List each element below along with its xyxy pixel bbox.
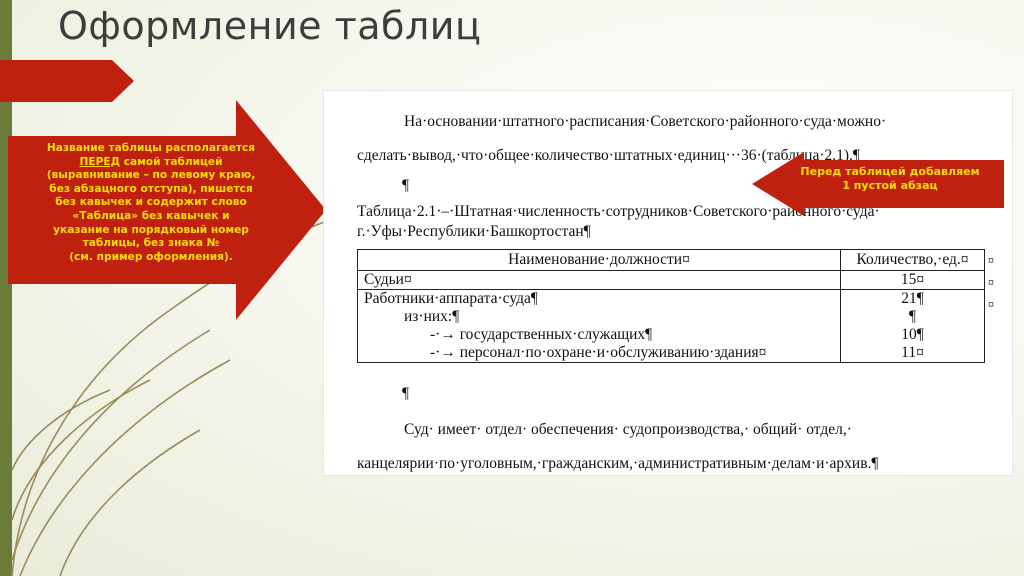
underlined-word: ПЕРЕД: [79, 155, 121, 168]
callout-line: без абзацного отступа), пишется: [49, 182, 253, 195]
cell-position: Судьи¤: [358, 271, 841, 290]
cell-quantity: 15¤: [841, 271, 985, 290]
callout-line: Перед таблицей добавляем: [800, 165, 980, 178]
row-end-mark: ¤: [988, 253, 994, 267]
para1-line1: На·основании·штатного·расписания·Советского·районного·суда·можно·: [404, 113, 887, 130]
table-caption-line1: Таблица·2.1·–·Штатная·численность·сотрудников·Советского·районного·суда·: [357, 203, 880, 220]
document-screenshot: [323, 90, 1013, 476]
para2-line1: Суд· имеет· отдел· обеспечения· судопроизводства,· общий· отдел,·: [404, 421, 852, 438]
table-caption-line2: г.·Уфы·Республики·Башкортостан¶: [357, 223, 591, 240]
table-row: [358, 290, 985, 363]
callout-line: [28, 156, 274, 170]
cell-quantity-group: [841, 290, 985, 363]
header-position: Наименование·должности¤: [358, 250, 841, 271]
header-quantity: Количество,·ед.¤: [841, 250, 985, 271]
staff-table: [357, 249, 985, 363]
right-callout-text: [790, 165, 990, 193]
group-item: -·→ государственных·служащих¶: [430, 326, 653, 343]
callout-line-rest: самой таблицей: [120, 155, 223, 168]
callout-line: (выравнивание – по левому краю,: [46, 169, 256, 182]
group-item: -·→ персонал·по·охране·и·обслуживанию·здания¤: [430, 344, 767, 361]
qty-value: 21¶: [901, 290, 924, 307]
callout-line: без кавычек и содержит слово: [55, 196, 247, 209]
callout-line: 1 пустой абзац: [842, 179, 938, 192]
qty-value: ¶: [908, 308, 917, 325]
row-end-mark: ¤: [988, 275, 994, 289]
group-title: Работники·аппарата·суда¶: [364, 290, 538, 307]
left-callout-text: [28, 142, 274, 264]
slide-title: Оформление таблиц: [58, 4, 482, 48]
row-end-mark: ¤: [988, 297, 994, 311]
callout-line: (см. пример оформления).: [69, 250, 233, 263]
table-row: [358, 271, 985, 290]
callout-line: «Таблица» без кавычек и: [72, 209, 230, 222]
table-header-row: [358, 250, 985, 271]
empty-paragraph-mark: ¶: [402, 385, 410, 402]
qty-value: 10¶: [901, 326, 924, 343]
empty-paragraph-mark: ¶: [402, 177, 410, 194]
para1-line2: сделать·вывод,·что·общее·количество·штатных·единиц···36·(таблица·2.1).¶: [357, 147, 860, 164]
qty-value: 11¤: [901, 344, 924, 361]
callout-line: таблицы, без знака №: [82, 237, 220, 250]
para2-line2: канцелярии·по·уголовным,·гражданским,·административным·делам·и·архив.¶: [357, 455, 879, 472]
group-subtitle: из·них:¶: [404, 308, 460, 325]
cell-position-group: [358, 290, 841, 363]
callout-line: указание на порядковый номер: [53, 223, 249, 236]
callout-line: Название таблицы располагается: [46, 142, 256, 154]
